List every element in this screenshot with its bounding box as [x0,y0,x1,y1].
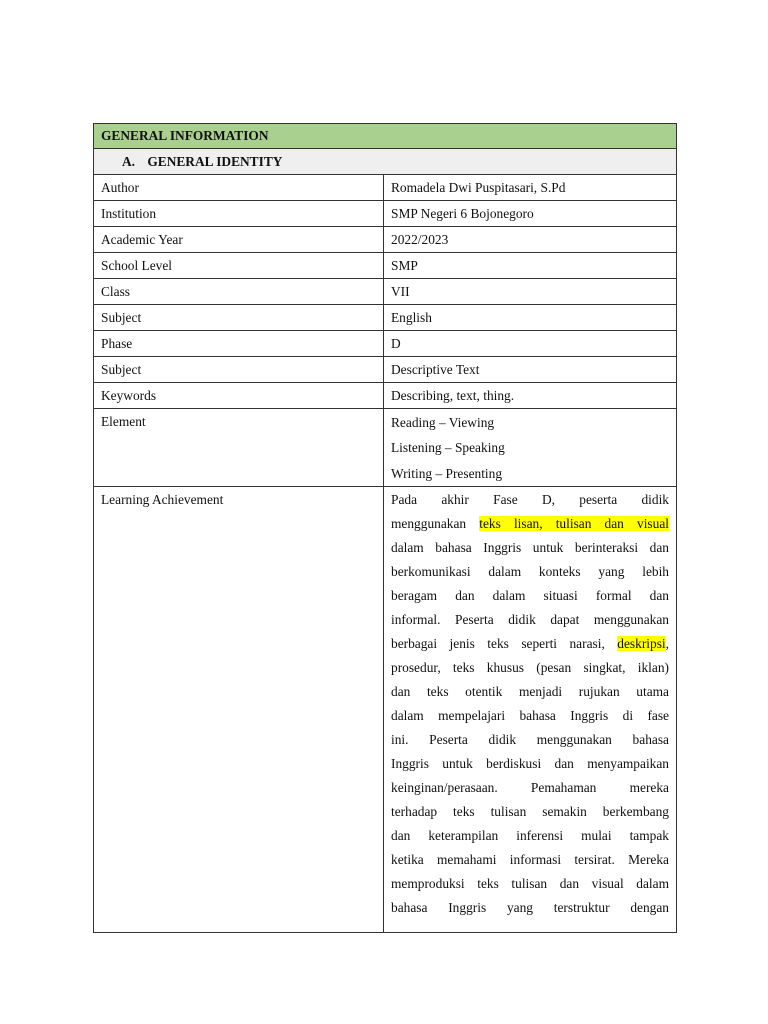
paragraph-line: dan keterampilan inferensi mulai tampak [391,827,669,843]
highlighted-text: deskripsi [617,635,666,651]
paragraph-line: beragam dan dalam situasi formal dan [391,587,669,603]
table-row [94,305,677,331]
paragraph-line: dalam mempelajari bahasa Inggris di fase [391,707,669,723]
table-row [94,331,677,357]
table-row [94,201,677,227]
paragraph-line: ketika memahami informasi tersirat. Mereka [391,851,669,867]
paragraph-line: berbagai jenis teks seperti narasi, deskripsi, [391,635,669,651]
element-line: Reading – Viewing [391,415,495,430]
element-row [94,409,677,487]
row-label: Class [94,279,384,305]
row-value: Descriptive Text [384,357,677,383]
row-value: 2022/2023 [384,227,677,253]
section-title: GENERAL IDENTITY [147,154,283,169]
row-value: VII [384,279,677,305]
row-value: Romadela Dwi Puspitasari, S.Pd [384,175,677,201]
row-label: Subject [94,305,384,331]
row-label: Subject [94,357,384,383]
row-label: Institution [94,201,384,227]
general-information-heading: GENERAL INFORMATION [94,124,677,149]
table-row [94,383,677,409]
paragraph-line: berkomunikasi dalam konteks yang lebih [391,563,669,579]
element-values [384,409,677,487]
row-label: Author [94,175,384,201]
row-label: Keywords [94,383,384,409]
paragraph-line: dan teks otentik menjadi rujukan utama [391,683,669,699]
element-line: Writing – Presenting [391,465,503,481]
element-line: Listening – Speaking [391,440,505,456]
paragraph-line: bahasa Inggris yang terstruktur dengan [391,899,669,915]
row-label: School Level [94,253,384,279]
row-label: Element [94,409,384,487]
learning-achievement-text [384,486,677,932]
row-value: Describing, text, thing. [384,383,677,409]
paragraph-line: informal. Peserta didik dapat menggunakan [391,611,669,627]
row-label: Learning Achievement [94,486,384,932]
table-row [94,253,677,279]
row-label: Phase [94,331,384,357]
highlighted-text: teks lisan, tulisan dan visual [479,515,669,531]
paragraph-line: memproduksi teks tulisan dan visual dalam [391,875,669,891]
table-row [94,279,677,305]
general-identity-heading [94,149,677,175]
section-heading-row [94,149,677,175]
row-value: SMP [384,253,677,279]
paragraph-line: dalam bahasa Inggris untuk berinteraksi dan [391,539,669,555]
row-value: English [384,305,677,331]
paragraph-line: Pada akhir Fase D, peserta didik [391,491,669,507]
paragraph-line: keinginan/perasaan. Pemahaman mereka [391,779,669,795]
table-row [94,175,677,201]
learning-achievement-row [94,486,677,932]
table-row [94,357,677,383]
paragraph-line: Inggris untuk berdiskusi dan menyampaikan [391,755,669,771]
paragraph-line: prosedur, teks khusus (pesan singkat, iklan) [391,659,669,675]
table-header-row [94,124,677,149]
table-row [94,227,677,253]
paragraph-line: terhadap teks tulisan semakin berkembang [391,803,669,819]
row-value: D [384,331,677,357]
general-information-table [93,123,677,933]
section-number: A. [122,154,136,169]
paragraph-line: menggunakan teks lisan, tulisan dan visual [391,515,669,531]
paragraph-line: ini. Peserta didik menggunakan bahasa [391,731,669,747]
row-label: Academic Year [94,227,384,253]
row-value: SMP Negeri 6 Bojonegoro [384,201,677,227]
